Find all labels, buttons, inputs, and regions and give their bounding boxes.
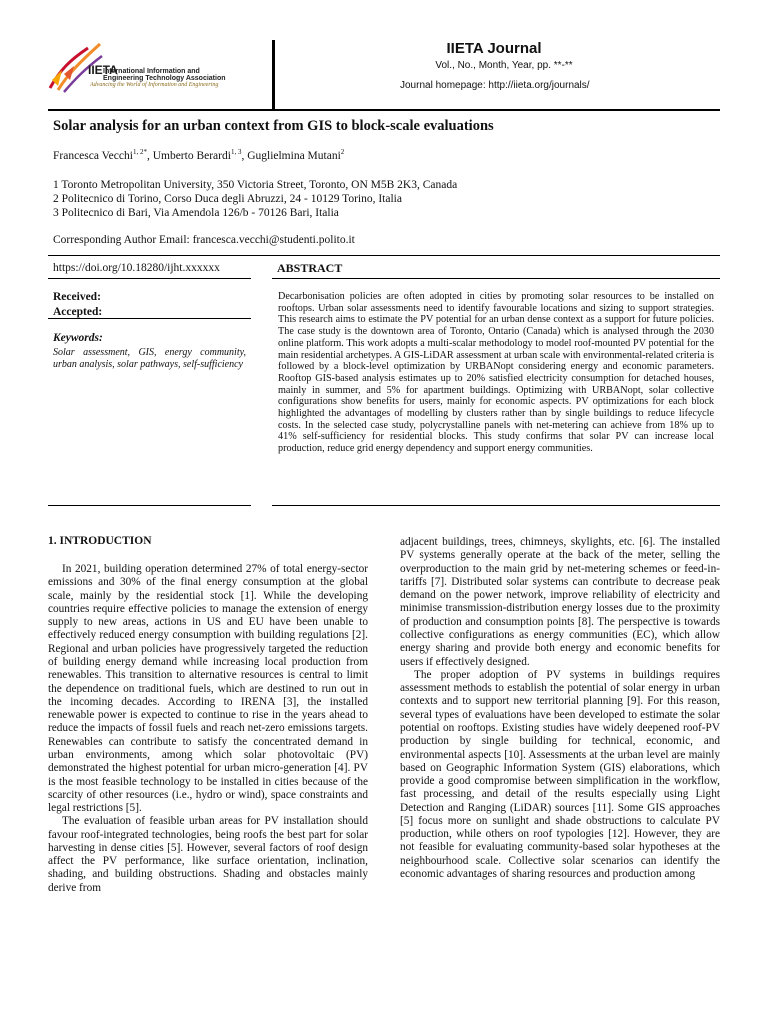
- corresponding-author[interactable]: Corresponding Author Email: francesca.vecchi@studenti.polito.it: [53, 234, 355, 246]
- logo-tagline: Advancing the World of Information and Engineering: [90, 82, 219, 88]
- rule-end-front-left: [48, 505, 251, 506]
- rule-end-front-right: [272, 505, 720, 506]
- body-column-left: [48, 563, 368, 895]
- paragraph: The evaluation of feasible urban areas for PV installation should favour roof-integrated technologies, being roofs the best part for solar harvesting in dense cities [5]. However, several factors of roof design affect the PV performance, like surface orientation, inclination, shading, and building obstructions. Shading and obstacles mainly derive from: [48, 815, 368, 894]
- rule-below-received: [48, 318, 251, 319]
- abstract-text: Decarbonisation policies are often adopted in cities by promoting solar resources to be installed on rooftops. Urban solar assessments need to identify favourable locations and sizing to support strategies. This research aims to estimate the PV potential for an urban dense context as a support for future policies. The case study is the downtown area of Toronto, Ontario (Canada) which is analysed through the 2030 online platform. This work adopts a multi-scalar methodology to model roof-mounted PV potential for the main residential archetypes. A GIS-LiDAR assessment at urban scale with environmental-related criteria is followed by a block-level optimization by URBANopt considering energy and economic parameters. Rooftop GIS-based analysis estimates up to 20% satisfied electricity consumption for detached houses, mainly in summer, and 5% for apartment buildings. Optimizing with URBANopt, solar collective configurations show benefits for users, mainly for economic aspects. PV optimizations for each block highlighted the advantages of modelling by clusters rather than by single buildings to reduce lifecycle costs. In the selected case study, polycrystalline panels with net-metering can achieve from 18% up to 41% self-sufficiency for residential blocks. This study confirms that solar PV can increase local production, reduce grid energy dependency and support energy communities.: [278, 291, 714, 455]
- body-column-right: [400, 536, 720, 881]
- logo-org-name: International Information and Engineering Technology Association: [103, 68, 226, 82]
- affiliations: [53, 178, 457, 220]
- svg-text:IIETA: IIETA: [88, 63, 118, 77]
- rule-below-abstract-head: [272, 278, 720, 279]
- affiliation-2: 2 Politecnico di Torino, Corso Duca degli Abruzzi, 24 - 10129 Torino, Italia: [53, 193, 402, 205]
- accepted-label: Accepted:: [53, 306, 103, 318]
- affiliation-1: 1 Toronto Metropolitan University, 350 Victoria Street, Toronto, ON M5B 2K3, Canada: [53, 179, 458, 191]
- header-rule-right-h: [272, 109, 720, 111]
- keywords-text: Solar assessment, GIS, energy community, urban analysis, solar pathways, self-sufficiency: [53, 347, 246, 370]
- doi-link[interactable]: https://doi.org/10.18280/ijht.xxxxxx: [53, 262, 220, 274]
- paragraph: In 2021, building operation determined 27% of total energy-sector emissions and 30% of the final energy consumption at the global scale, mainly by the residential stock [1]. While the developing countries require effective policies to manage the extension of energy supply to new areas, actions in US and EU have been unable to effectively reduced energy consumption with building regulations [2]. Regional and urban policies have progressively targeted the reduction of building energy demand while increasing local production from renewables. This transition to alternative resources is central to limit the dependence on traditional fuels, which are destined to run out in the incoming decades. According to IRENA [3], the installed renewable power is expected to continue to rise in the years ahead to reduce the impacts of fossil fuels and reach net-zero emissions targets. Renewables can contribute to satisfy the concentrated demand in urban environments, among which solar photovoltaic (PV) demonstrated the highest potential for urban micro-generation [4]. PV is the most feasible technology to be installed in cities because of the scarcity of other resources (i.e., hydro or wind), space constraints and legal restrictions [5].: [48, 563, 368, 815]
- received-label: Received:: [53, 291, 101, 303]
- header-rule-right: [272, 40, 275, 111]
- section-heading-introduction: 1. INTRODUCTION: [48, 535, 152, 547]
- journal-homepage[interactable]: Journal homepage: http://iieta.org/journals/: [400, 80, 590, 91]
- journal-name: IIETA Journal: [446, 40, 542, 57]
- keywords-heading: Keywords:: [53, 332, 103, 344]
- author-list: Francesca Vecchi$^{1, 2*}$, Umberto Berardi$^{1, 3}$, Guglielmina Mutani$^2$: [53, 148, 345, 162]
- header-rule-left: [48, 109, 298, 111]
- paragraph: adjacent buildings, trees, chimneys, skylights, etc. [6]. The installed PV systems generally operate at the back of the meter, selling the overproduction to the main grid by net-metering schemes or feed-in-tariffs [7]. Distributed solar systems can contribute to decrease peak demand on the power network, improve reliability of electricity and minimise transmission-distribution energy losses due to the proximity of production and consumption points [8]. The perspective is towards collective configurations as energy communities (EC), which allow energy sharing and provide both energy and economic benefits for users if effectively designed.: [400, 536, 720, 668]
- paper-title: Solar analysis for an urban context from GIS to block-scale evaluations: [53, 118, 494, 134]
- rule-below-doi: [48, 278, 251, 279]
- journal-header: [400, 40, 600, 91]
- affiliation-3: 3 Politecnico di Bari, Via Amendola 126/b - 70126 Bari, Italia: [53, 207, 339, 219]
- paragraph: The proper adoption of PV systems in buildings requires assessment methods to establish the potential of solar energy in urban contexts and to support new territorial planning [9]. For this reason, several types of evaluations have been developed to estimate the solar potential on rooftops. Existing studies have widely deepened roof-PV production by single building for technical, economic, and environmental aspects [10]. Assessments at the urban level are mainly based on Geographic Information System (GIS) elaborations, which provide a good compromise between simplification in the workflow, fast processing, and detail of the results especially using Light Detection and Ranging (LiDAR) sources [11]. Some GIS approaches [5] focus more on sunlight and shade obstructions to calculate PV production, while others on roof typologies [12]. However, they are not feasible for evaluating community-based solar hypotheses at the neighbourhood scale. Collective solar scenarios can identify the economic advantages of sharing resources and production among: [400, 668, 720, 881]
- volume-line: Vol., No., Month, Year, pp. **-**: [435, 60, 573, 71]
- abstract-heading: ABSTRACT: [277, 261, 343, 275]
- received-accepted: [53, 290, 102, 320]
- rule-above-doi: [48, 255, 720, 256]
